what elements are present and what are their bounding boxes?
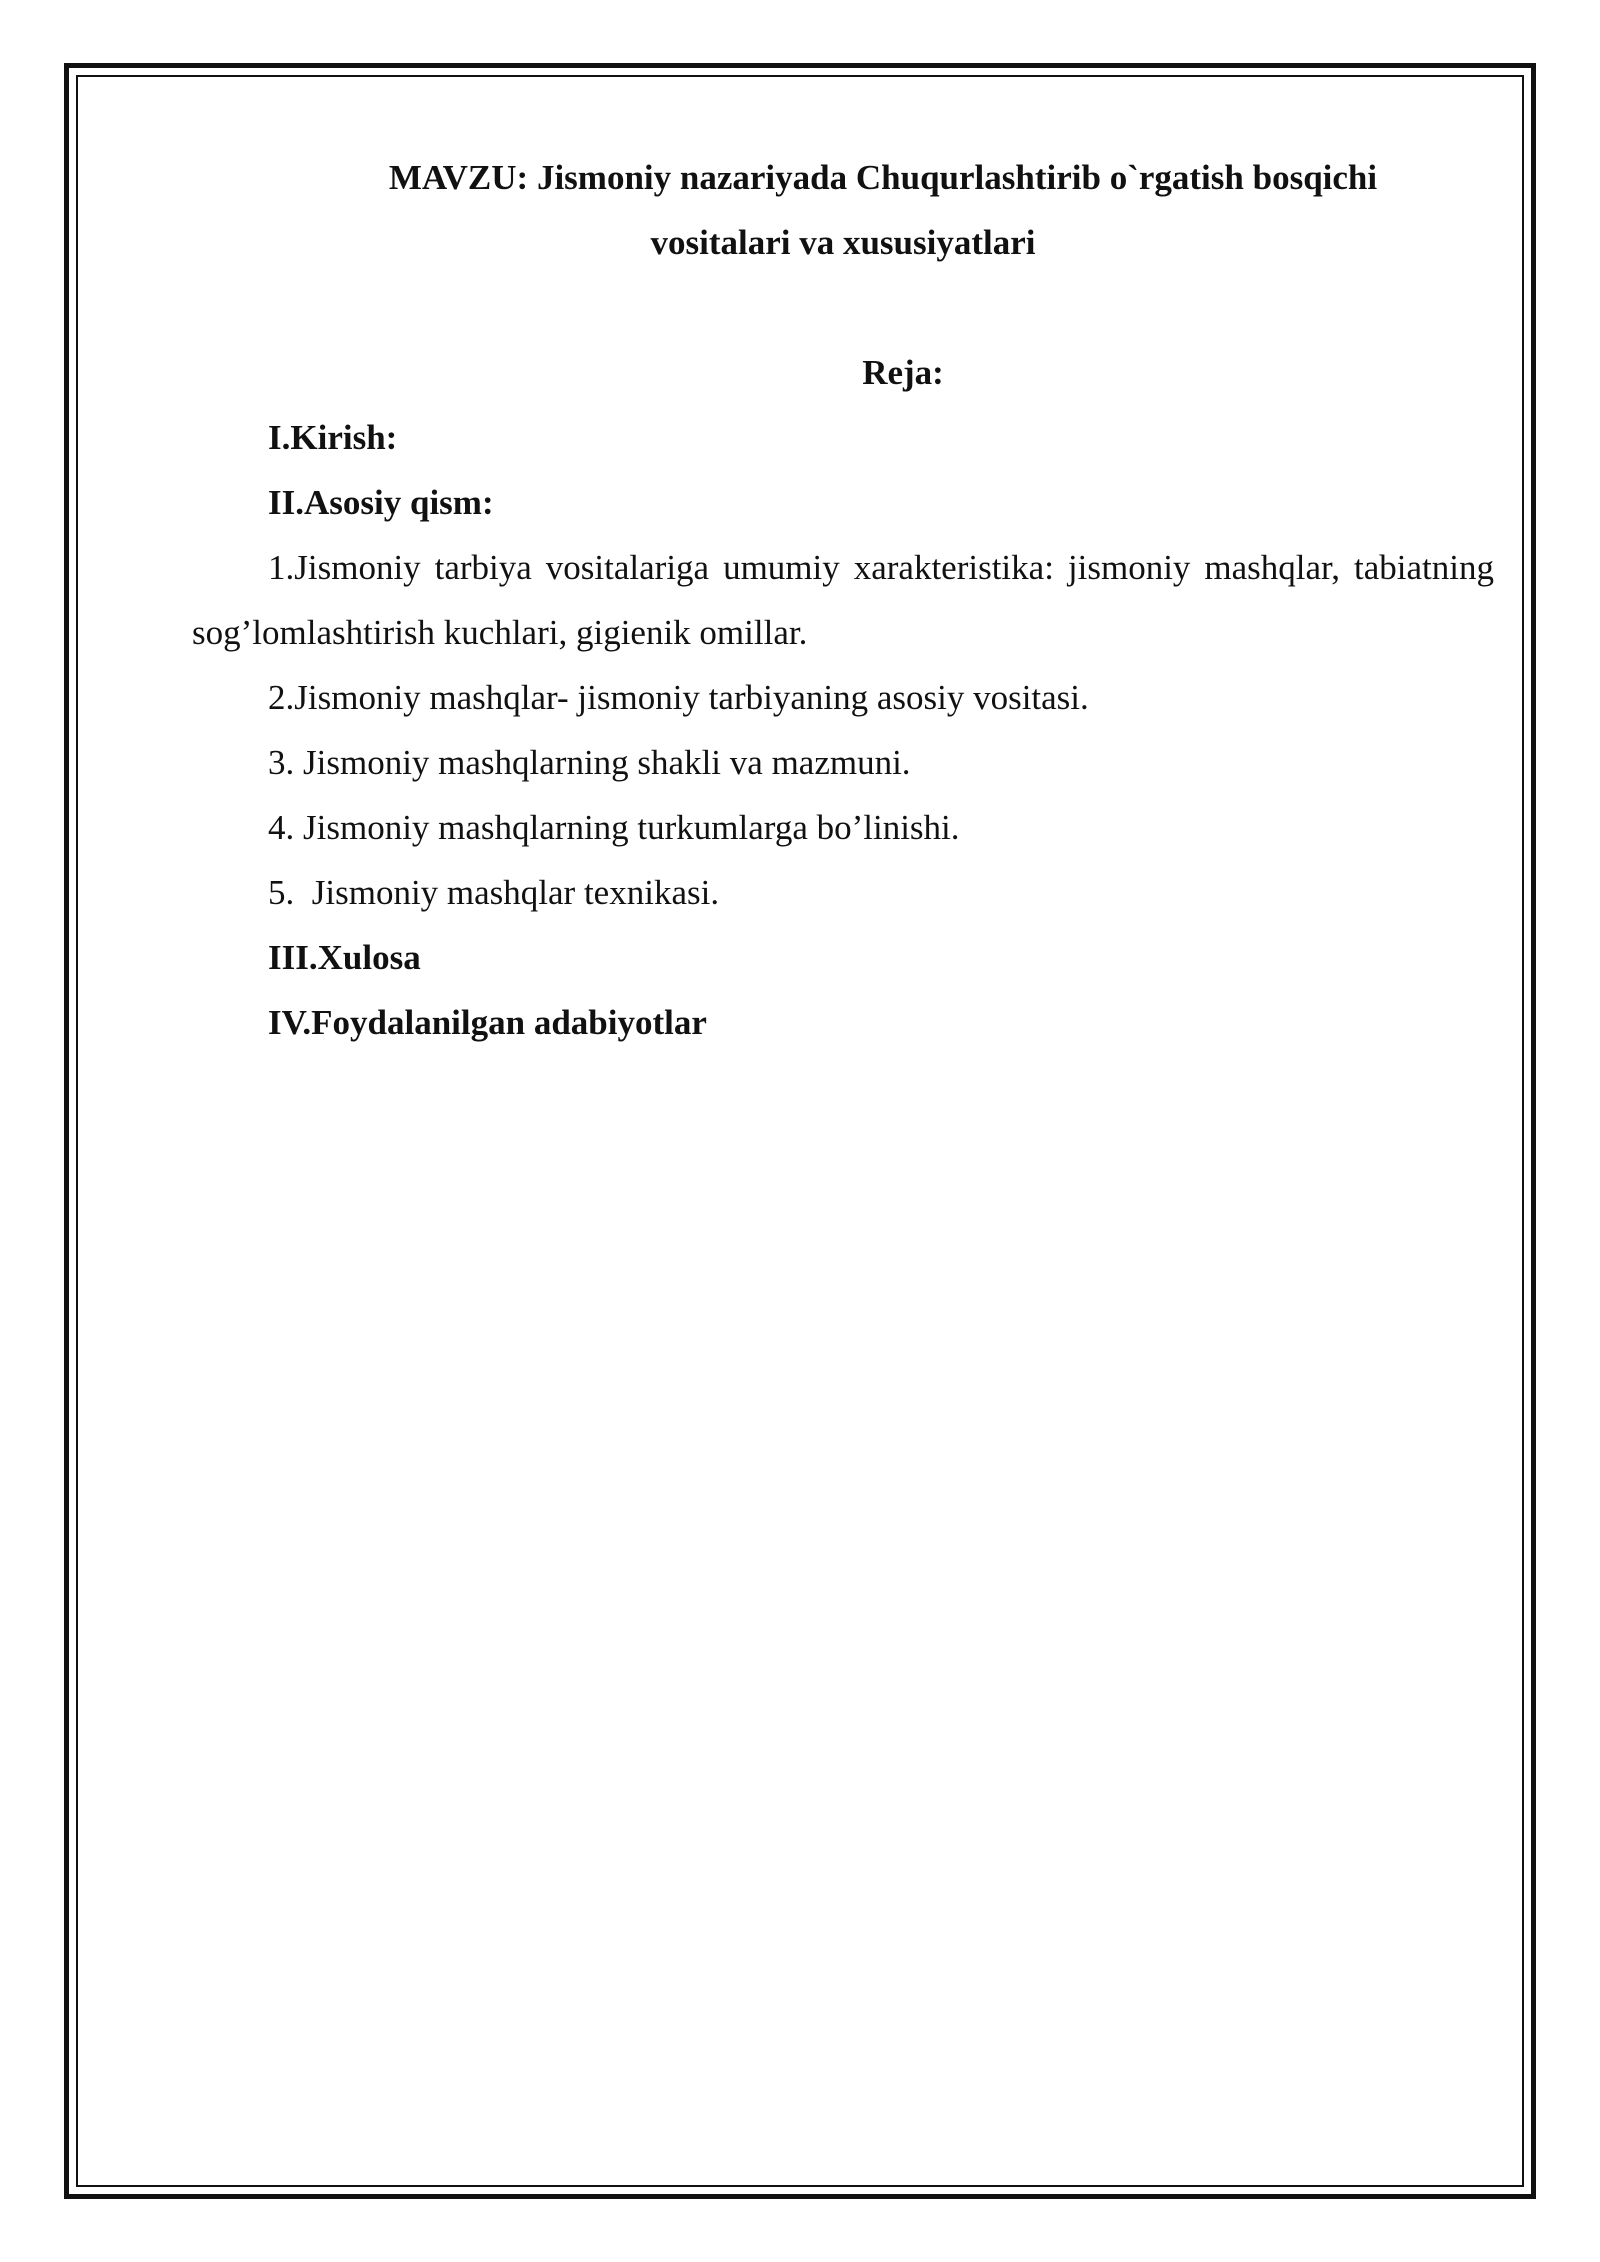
plan-item-1: 1.Jismoniy tarbiya vositalariga umumiy xarakteristika: jismoniy mashqlar, tabiatning sog’lomlashtirish kuchlari, gigienik omillar. bbox=[192, 548, 1494, 652]
plan-item-2: 2.Jismoniy mashqlar- jismoniy tarbiyaning asosiy vositasi. bbox=[268, 678, 1089, 717]
section-conclusion: III.Xulosa bbox=[268, 938, 421, 977]
section-main-part: II.Asosiy qism: bbox=[268, 483, 494, 522]
document-title-continued: vositalari va xususiyatlari bbox=[650, 223, 1036, 262]
plan-item-5: 5. Jismoniy mashqlar texnikasi. bbox=[268, 873, 720, 912]
plan-heading: Reja: bbox=[862, 353, 944, 392]
section-references: IV.Foydalanilgan adabiyotlar bbox=[268, 1003, 707, 1042]
document-title: MAVZU: Jismoniy nazariyada Chuqurlashtirib o`rgatish bosqichi bbox=[388, 158, 1378, 197]
section-introduction: I.Kirish: bbox=[268, 418, 398, 457]
document-body bbox=[192, 145, 1494, 1055]
plan-item-3: 3. Jismoniy mashqlarning shakli va mazmuni. bbox=[268, 743, 911, 782]
plan-item-4: 4. Jismoniy mashqlarning turkumlarga bo’linishi. bbox=[268, 808, 960, 847]
